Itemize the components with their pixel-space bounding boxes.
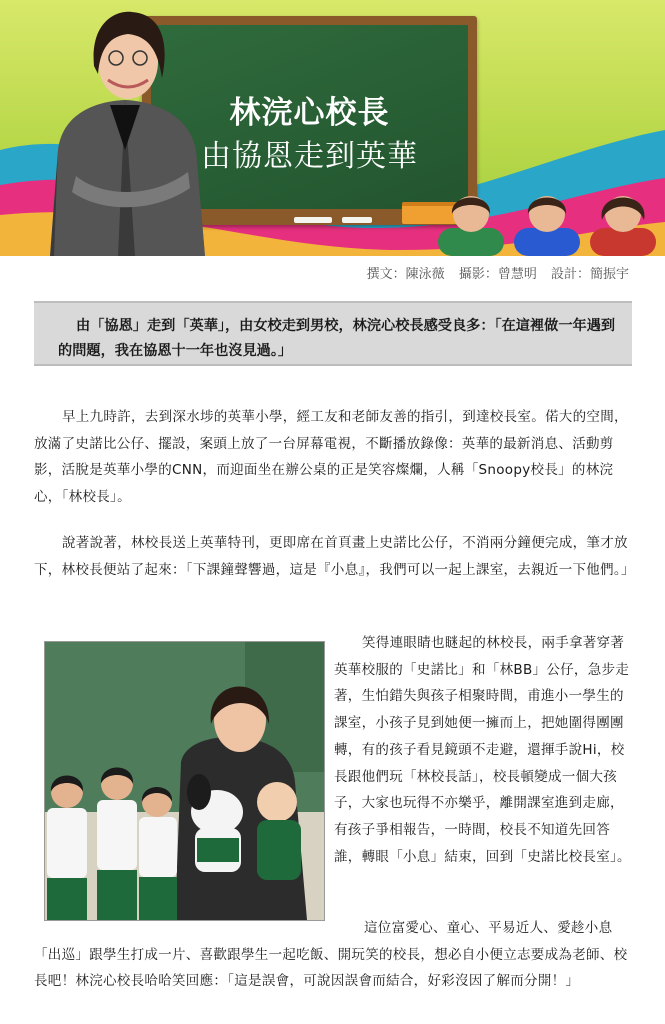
paragraph-4-rest: 息「出巡」跟學生打成一片、喜歡跟學生一起吃飯、開玩笑的校長，想必自小便立志要成為老師、校長吧！林浣心校長哈哈笑回應：「這是誤會，可說因誤會而結合，好彩沒因了解而分開！」 xyxy=(34,920,628,989)
classroom-photo-image xyxy=(45,642,324,920)
banner-subtitle: 由協恩走到英華 xyxy=(201,139,418,174)
banner-title: 林浣心校長 xyxy=(229,95,390,131)
article-credits xyxy=(357,263,629,282)
article-paragraph-1: 早上九時許，去到深水埗的英華小學，經工友和老師友善的指引，到達校長室。偌大的空間，放滿了史諾比公仔、擺設，案頭上放了一台屏幕電視，不斷播放錄像：英華的最新消息、活動剪影，活脫是英華小學的CNN，而迎面坐在辦公桌的正是笑容燦爛，人稱「Snoopy校長」的林浣心，「林校長」。 xyxy=(34,409,628,505)
paragraph-4-lead: 這位富愛心、童心、平易近人、愛趁小 xyxy=(364,920,599,936)
credit-designer: 設計：簡振宇 xyxy=(550,267,629,282)
principal-portrait-image xyxy=(40,0,215,256)
credit-photographer: 攝影：曾慧明 xyxy=(458,267,537,282)
article-paragraph-3: 笑得連眼睛也瞇起的林校長，兩手拿著穿著英華校服的「史諾比」和「林BB」公仔，急步走著，生怕錯失與孩子相聚時間，甫進小一學生的課室，小孩子見到她便一擁而上，把她圍得團團轉，有的孩子看見鏡頭不走避，還揮手說Hi，校長跟他們玩「林校長話」，校長頓變成一個大孩子，大家也玩得不亦樂乎，離開課室進到走廊，有孩子爭相報告，一時間，校長不知道先回答誰，轉眼「小息」結束，回到「史諾比校長室」。 xyxy=(334,635,631,865)
article-paragraph-4 xyxy=(34,915,632,995)
article-paragraph-2: 說著說著，林校長送上英華特刊，更即席在首頁畫上史諾比公仔，不消兩分鐘便完成，筆才放下，林校長便站了起來：「下課鐘聲響過，這是『小息』，我們可以一起上課室，去親近一下他們。」 xyxy=(34,535,635,578)
header-banner xyxy=(0,0,665,256)
classroom-photo xyxy=(44,641,325,921)
credit-writer: 撰文：陳泳薇 xyxy=(366,267,445,282)
chalk-piece xyxy=(342,217,372,223)
intro-quote-text: 由「協恩」走到「英華」，由女校走到男校，林浣心校長感受良多：「在這裡做一年遇到的問題，我在協恩十一年也沒見過。」 xyxy=(58,318,616,359)
chalk-piece xyxy=(294,217,332,223)
intro-quote-box xyxy=(34,301,632,366)
students-silhouette-illustration xyxy=(432,186,665,256)
